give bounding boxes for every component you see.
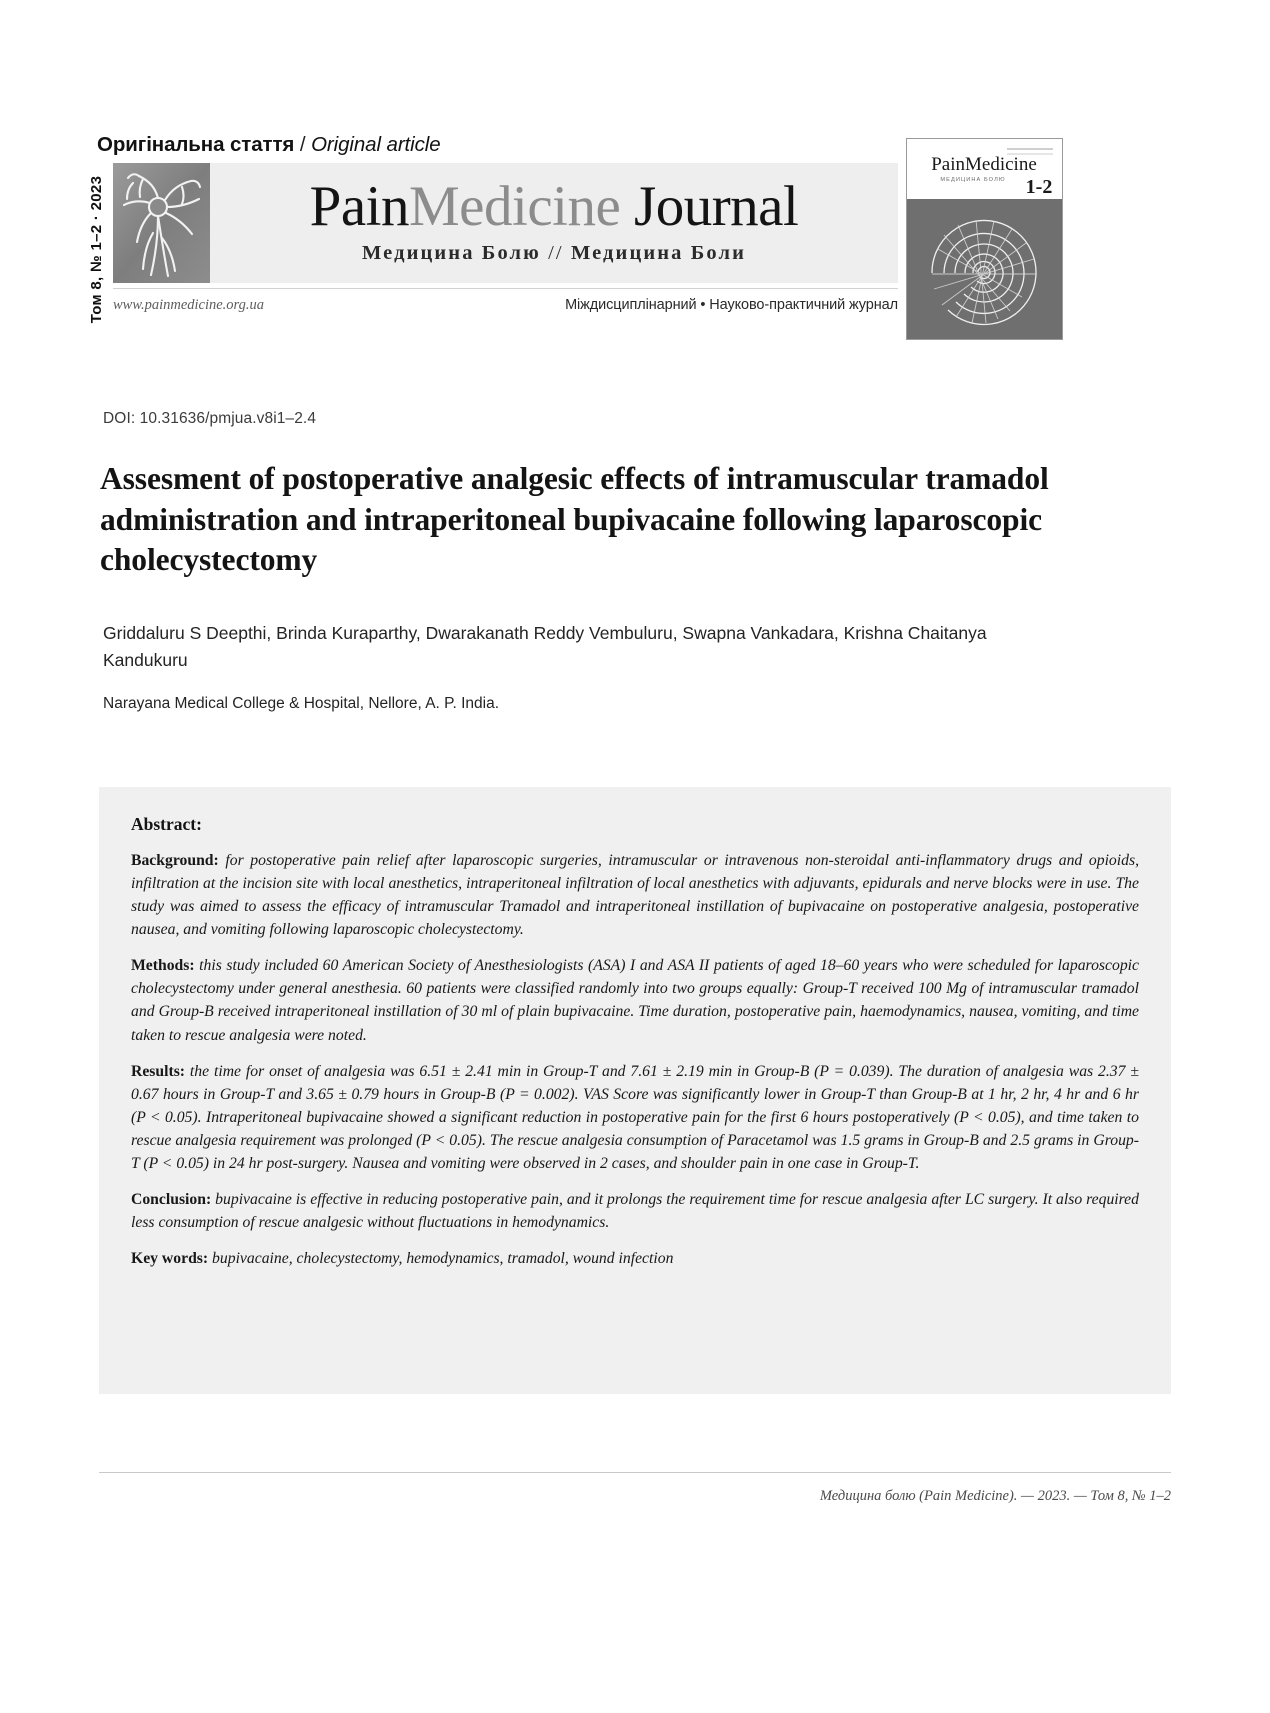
masthead-footer bbox=[113, 297, 898, 314]
svg-text:PainMedicine: PainMedicine bbox=[931, 154, 1037, 175]
masthead-band bbox=[113, 163, 898, 283]
journal-subtitle bbox=[362, 242, 746, 265]
svg-text:1-2: 1-2 bbox=[1025, 176, 1053, 198]
masthead-divider bbox=[113, 288, 898, 289]
abstract-section-label: Methods: bbox=[131, 957, 195, 975]
abstract-paragraph bbox=[131, 1188, 1139, 1234]
journal-subtitle-separator: // bbox=[540, 241, 571, 264]
journal-tagline: Міждисциплінарний • Науково-практичний журнал bbox=[565, 297, 898, 313]
journal-identity bbox=[210, 163, 898, 283]
journal-title-medicine: Medicine bbox=[409, 174, 621, 238]
kicker-english: Original article bbox=[311, 133, 441, 156]
abstract-section-text: for postoperative pain relief after laparoscopic surgeries, intramuscular or intravenous non-steroidal anti-inflammatory drugs and opioids, infiltration at the incision site with local anesthetics, intraperitoneal infiltration of local anesthetics with adjuvants, epidurals and nerve blocks were in use. The study was aimed to assess the efficacy of intramuscular Tramadol and intraperitoneal instillation of bupivacaine on postoperative analgesia, postoperative nausea, and vomiting following laparoscopic cholecystectomy. bbox=[131, 852, 1139, 939]
abstract-section-text: the time for onset of analgesia was 6.51 ± 2.41 min in Group-T and 7.61 ± 2.19 min in Group-B (P = 0.039). The duration of analgesia was 2.37 ± 0.67 hours in Group-T and 3.65 ± 0.79 hours in Group-B (P = 0.002). VAS Score was significantly lower in Group-T than Group-B at 1 hr, 2 hr, 4 hr and 6 hr (P < 0.05). Intraperitoneal bupivacaine showed a significant reduction in postoperative pain for the first 6 hours postoperatively (P < 0.05), and time taken to rescue analgesia requirement was prolonged (P < 0.05). The rescue analgesia consumption of Paracetamol was 1.5 grams in Group-B and 2.5 grams in Group-T (P < 0.05) in 24 hr post-surgery. Nausea and vomiting were observed in 2 cases, and shoulder pain in one case in Group-T. bbox=[131, 1062, 1139, 1172]
svg-text:МЕДИЦИНА БОЛЮ: МЕДИЦИНА БОЛЮ bbox=[940, 177, 1006, 183]
abstract-paragraph bbox=[131, 1247, 1139, 1270]
journal-subtitle-ru: Медицина Боли bbox=[570, 241, 746, 264]
journal-title-pain: Pain bbox=[309, 174, 409, 238]
volume-issue-strip bbox=[84, 157, 110, 342]
kicker-separator: / bbox=[294, 133, 312, 156]
footer-citation: Медицина болю (Pain Medicine). — 2023. — Том 8, № 1–2 bbox=[819, 1488, 1171, 1504]
abstract-section-label: Key words: bbox=[131, 1250, 209, 1268]
abstract-section-text: bupivacaine is effective in reducing postoperative pain, and it prolongs the requirement time for rescue analgesia after LC surgery. It also required less consumption of rescue analgesic without fluctuations in hemodynamics. bbox=[131, 1191, 1139, 1232]
abstract-panel bbox=[99, 787, 1171, 1394]
journal-subtitle-ua: Медицина Болю bbox=[362, 241, 541, 264]
abstract-section-label: Results: bbox=[131, 1062, 186, 1080]
issue-cover-thumbnail bbox=[906, 138, 1063, 340]
abstract-paragraph bbox=[131, 1060, 1139, 1175]
page-title: Assesment of postoperative analgesic effects of intramuscular tramadol administration and intraperitoneal bupivacaine following laparoscopic cholecystectomy bbox=[100, 461, 1049, 578]
journal-title bbox=[309, 174, 799, 238]
abstract-heading: Abstract: bbox=[131, 814, 202, 834]
journal-website-link[interactable]: www.painmedicine.org.ua bbox=[113, 297, 265, 313]
abstract-paragraph bbox=[131, 849, 1139, 941]
kicker-ukrainian: Оригінальна стаття bbox=[97, 133, 295, 156]
abstract-section-label: Background: bbox=[131, 852, 219, 869]
abstract-sections bbox=[131, 849, 1139, 1270]
abstract-section-label: Conclusion: bbox=[131, 1191, 212, 1209]
author-list: Griddaluru S Deepthi, Brinda Kuraparthy, Dwarakanath Reddy Vembuluru, Swapna Vankadara, Krishna Chaitanya Kandukuru bbox=[103, 623, 987, 670]
affiliation: Narayana Medical College & Hospital, Nellore, A. P. India. bbox=[103, 695, 500, 712]
abstract-section-text: this study included 60 American Society of Anesthesiologists (ASA) I and ASA II patients of aged 18–60 years who were scheduled for laparoscopic cholecystectomy under general anesthesia. 60 patients were classified randomly into two groups equally: Group-T received 100 Mg of intramuscular tramadol and Group-B received intraperitoneal instillation of 30 ml of plain bupivacaine. Time duration, postoperative pain, haemodynamics, nausea, vomiting, and time taken to rescue analgesia were noted. bbox=[131, 957, 1139, 1044]
volume-issue-label: Том 8, № 1–2 · 2023 bbox=[88, 175, 106, 324]
journal-title-journal: Journal bbox=[620, 174, 799, 238]
footer-divider bbox=[99, 1472, 1171, 1473]
abstract-section-text: bupivacaine, cholecystectomy, hemodynamics, tramadol, wound infection bbox=[208, 1250, 674, 1268]
doi-label[interactable]: DOI: 10.31636/pmjua.v8i1–2.4 bbox=[103, 410, 317, 427]
neuron-logo bbox=[113, 163, 210, 283]
abstract-paragraph bbox=[131, 954, 1139, 1046]
